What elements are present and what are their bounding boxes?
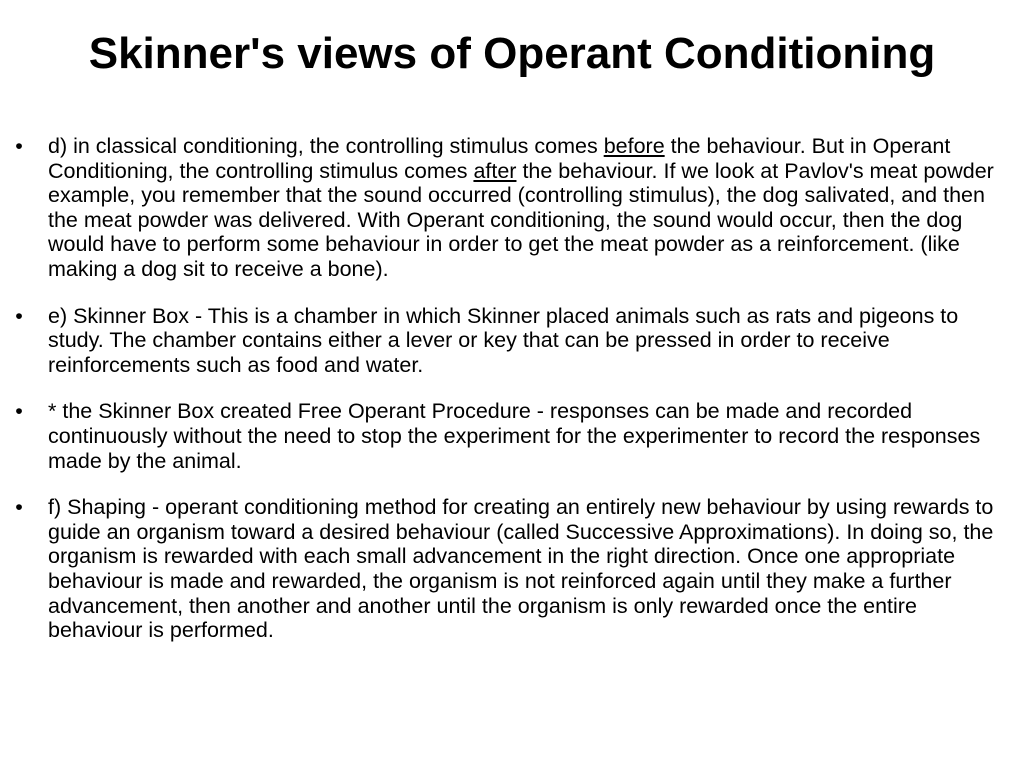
bullet-item (0, 495, 1024, 643)
text-segment: the behaviour. If we look at Pavlov's meat powder example, you remember that the sound occurred (controlling stimulus), the dog salivated, and then the meat powder was delivered. With Operant conditioning, the sound would occur, then the dog would have to perform some behaviour in order to get the meat powder as a reinforcement. (like making a dog sit to receive a bone). (48, 158, 994, 281)
text-segment: e) Skinner Box - This is a chamber in which Skinner placed animals such as rats and pigeons to study. The chamber contains either a lever or key that can be pressed in order to receive reinforcements such as food and water. (48, 303, 959, 377)
bullet-text (48, 304, 958, 377)
bullet-dot-icon: • (15, 399, 23, 424)
underlined-word: after (473, 158, 517, 183)
bullet-list (0, 134, 1024, 665)
bullet-item (0, 134, 1024, 282)
underlined-word: before (603, 134, 665, 158)
text-segment: f) Shaping - operant conditioning method for creating an entirely new behaviour by using rewards to guide an organism toward a desired behaviour (called Successive Approximations). In doing so, the organism is rewarded with each small advancement in the right direction. Once one appropriate behaviour is made and rewarded, the organism is not reinforced again until they make a further advancement, then another and another until the organism is only rewarded once the entire behaviour is performed. (48, 495, 994, 643)
bullet-text (48, 495, 993, 642)
bullet-item (0, 399, 1024, 473)
bullet-dot-icon: • (15, 495, 23, 520)
bullet-text (48, 399, 980, 472)
bullet-dot-icon: • (15, 303, 23, 328)
bullet-text (48, 134, 994, 281)
slide-title: Skinner's views of Operant Conditioning (88, 29, 936, 78)
text-segment: the behaviour. But in Operant Conditioning, the controlling stimulus comes (48, 134, 951, 183)
bullet-dot-icon: • (15, 134, 23, 158)
text-segment: * the Skinner Box created Free Operant Procedure - responses can be made and recorded continuously without the need to stop the experiment for the experimenter to record the responses made by the animal. (48, 399, 981, 473)
bullet-item (0, 304, 1024, 378)
text-segment: d) in classical conditioning, the controlling stimulus comes (48, 134, 604, 158)
